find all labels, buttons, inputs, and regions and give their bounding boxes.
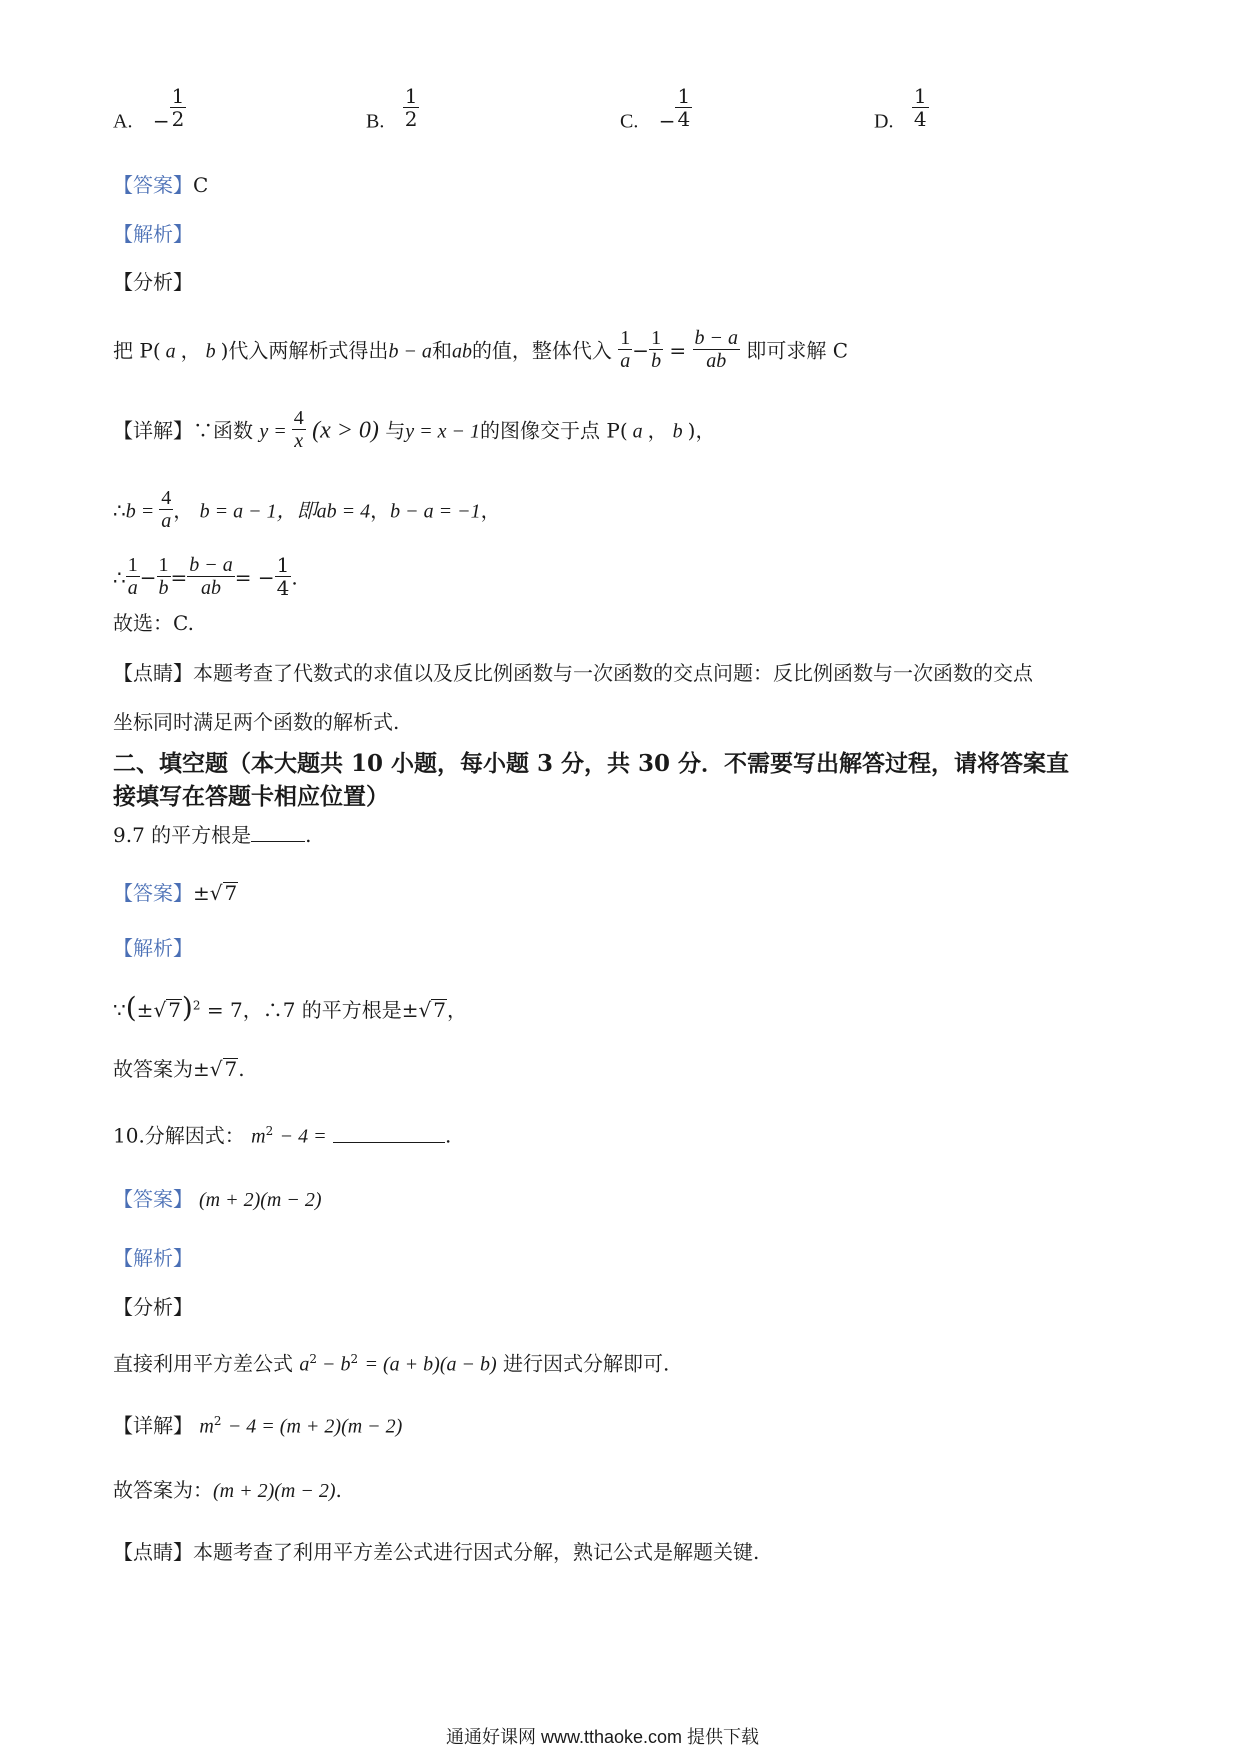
comment-tag: 【点睛】 [113,1540,193,1564]
q8-comment-1 [113,663,1033,683]
fraction-4-over-x: $\frac{4}{x}$ [293,407,304,452]
q8-answer [113,175,208,195]
q10-detail [113,1415,402,1437]
analysis-text: 进行因式分解即可. [503,1351,670,1376]
section-heading-line2: 接填写在答题卡相应位置） [113,783,389,810]
q10-analysis [113,1353,669,1375]
therefore-symbol: ∴ [113,498,126,523]
analysis-text: 即可求解 C [746,338,849,363]
plus-minus: ± [136,998,154,1022]
domain-condition: (x > 0) [312,417,379,444]
because-symbol: ∵ [113,998,126,1022]
q10-jiexi-tag: 【解析】 [113,1246,193,1270]
fraction-1-over-a: $\frac{1}{a}$ [127,554,138,599]
linear-expr: y = x − 1 [405,420,481,443]
page-footer: 通通好课网 www.tthaoke.com 提供下载 [446,1727,760,1747]
fraction-4-over-a: $\frac{4}{a}$ [161,487,172,532]
period: . [291,565,298,590]
expr-text: − 4 = [279,1125,327,1148]
fraction [403,86,420,130]
comment-tag: 【点睛】 [113,661,193,685]
fraction-denominator: 2 [171,107,185,131]
option-label: D. [874,110,894,133]
fraction-numerator: 1 [677,84,691,108]
option-label: C. [620,110,639,133]
fraction-denominator: 4 [913,107,927,131]
analysis-text: 的值，整体代入 [471,338,612,363]
sqrt-7: √ 7 [209,881,238,905]
answer-tag: 【答案】 [113,1187,193,1211]
plus-minus: ± [193,881,210,905]
q9-jiexi-tag: 【解析】 [113,936,193,960]
answer-tag: 【答案】 [113,173,193,197]
paren-close: ) [181,991,193,1024]
var-a: a [160,340,181,363]
q9-answer [113,882,238,903]
formula-text: = (a + b)(a − b) [364,1353,497,1376]
period: . [305,823,312,847]
option-a [113,84,186,144]
expr-ab: ab [451,340,472,363]
period: . [335,1478,342,1502]
detail-text: )， [687,418,716,443]
fraction-b-minus-a-over-ab: $\frac{b - a}{ab}$ [694,327,739,372]
sqrt-7: √ 7 [153,998,181,1022]
fraction-1-over-4: $\frac{1}{4}$ [276,553,290,600]
q9-solution [113,991,468,1024]
var-a: a [299,1353,310,1376]
q10-final [113,1480,342,1501]
period: . [238,1057,245,1081]
var-m: m [251,1125,266,1148]
answer-blank [333,1142,445,1143]
fraction [170,86,187,130]
analysis-text: 直接利用平方差公式 [113,1351,293,1376]
analysis-text: ， [180,338,201,363]
expr-y-eq: y = [259,420,292,443]
q9-final [113,1058,245,1079]
exponent-2: 2 [265,1124,274,1138]
fraction-numerator: 1 [404,84,418,108]
q8-detail: 【详解】∵函数 y = $\frac{4}{x}$ (x > 0) 与y = x − 1的图像交于点 P( a ， b )， [113,407,716,452]
exponent-2: 2 [213,1414,222,1428]
q8-step2: ∴ $\frac{1}{a}$ − $\frac{1}{b}$ = $\frac{b - a}{ab}$ = − $\frac{1}{4}$ . [113,553,298,600]
exponent-2: 2 [309,1352,317,1366]
fraction-1-over-a: $\frac{1}{a}$ [620,327,631,372]
comment-text: 本题考查了利用平方差公式进行因式分解，熟记公式是解题关键. [193,1540,760,1564]
step-text: ab = 4 [316,500,371,523]
fraction [912,86,929,130]
step-text: ， [480,498,501,523]
q10-fenxi-tag: 【分析】 [113,1295,193,1319]
final-text: 故答案为± [113,1057,210,1081]
var-a: a [627,420,648,443]
comment-text: 本题考查了代数式的求值以及反比例函数与一次函数的交点问题：反比例函数与一次函数的交点 [193,661,1033,685]
final-expr: (m + 2)(m − 2) [213,1480,336,1502]
therefore-symbol: ∴ [113,565,126,590]
fraction-b-minus-a-over-ab: $\frac{b - a}{ab}$ [189,554,233,599]
fraction-numerator: 1 [171,84,185,108]
q8-jiexi-tag: 【解析】 [113,222,193,246]
fraction-denominator: 4 [677,107,691,131]
fraction [675,86,692,130]
detail-tag: 【详解】 [113,418,193,443]
q9-question [113,825,312,845]
expr-b-eq: b = [125,500,160,523]
fraction-1-over-b: $\frac{1}{b}$ [651,327,662,372]
detail-expr: − 4 = (m + 2)(m − 2) [227,1415,403,1438]
detail-tag: 【详解】 [113,1413,193,1438]
minus: − b [317,1353,351,1376]
period: . [444,1123,452,1148]
fraction-numerator: 1 [913,84,927,108]
answer-value: C [193,173,209,197]
option-label: B. [366,110,385,133]
detail-text: ∵函数 [193,418,253,443]
option-c [620,84,692,144]
analysis-text: )代入两解析式得出 [220,338,389,363]
var-b: b [200,340,221,363]
detail-text: 的图像交于点 P( [480,418,628,443]
option-b [366,84,419,144]
final-text: 故答案为： [113,1478,213,1502]
solution-text: ， [447,998,468,1022]
expr-b-minus-a: b − a [388,340,432,363]
q8-step1: ∴b = $\frac{4}{a}$ ， b = a − 1，即ab = 4，b − a = −1， [113,487,501,532]
sqrt-7: √ 7 [418,998,447,1022]
answer-tag: 【答案】 [113,881,193,905]
fraction-denominator: 2 [404,107,418,131]
q8-fenxi-tag: 【分析】 [113,270,193,294]
sqrt-7: √ 7 [209,1057,238,1081]
q8-comment-2: 坐标同时满足两个函数的解析式. [113,710,400,734]
answer-blank [251,841,305,842]
q8-analysis: 把 P( a ， b )代入两解析式得出b − a和ab的值，整体代入 $\frac{1}{a}$ − $\frac{1}{b}$ = $\frac{b - a}{ab}$ 即可求解 C [113,327,849,372]
step-text: b = a − 1，即 [199,500,317,523]
answer-value: (m + 2)(m − 2) [199,1189,322,1211]
var-b: b [667,420,688,443]
detail-text: 与 [385,418,406,443]
q10-answer [113,1189,322,1210]
solution-text: = 7，∴7 的平方根是± [206,998,419,1022]
paren-open: ( [125,991,137,1024]
analysis-text: 和 [431,338,452,363]
neg-sign: − [152,108,170,133]
neg-sign: − [658,108,676,133]
var-m: m [199,1415,214,1438]
question-text: 9.7 的平方根是 [113,823,252,847]
exponent-2: 2 [350,1352,359,1366]
q10-question [113,1125,451,1147]
fraction-1-over-b: $\frac{1}{b}$ [158,554,169,599]
analysis-text: 把 P( [113,338,161,363]
section-heading-line1: 二、填空题（本大题共 10 小题，每小题 3 分，共 30 分．不需要写出解答过程，请将答案直 [113,750,1070,777]
exponent-2: 2 [192,998,201,1013]
step-text: b − a = −1 [390,500,481,523]
step-text: ， [370,498,391,523]
q8-choice: 故选：C. [113,611,194,635]
question-text: 10.分解因式： [113,1123,245,1148]
option-label: A. [113,110,133,133]
q10-comment [113,1542,759,1562]
option-d [874,84,929,144]
